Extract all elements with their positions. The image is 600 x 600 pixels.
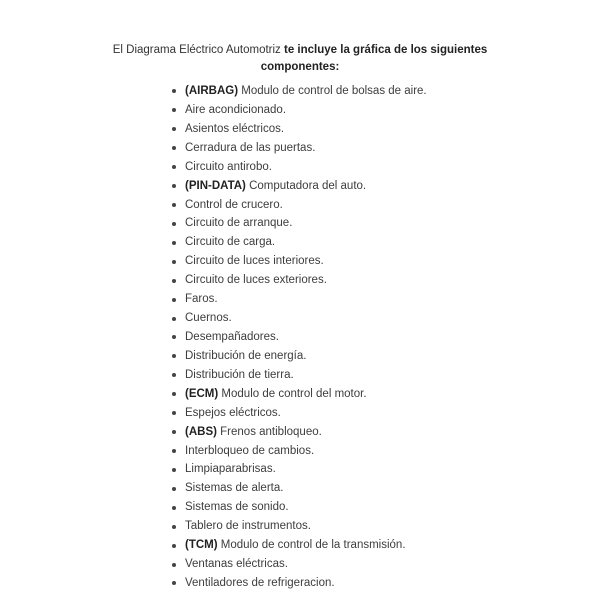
- component-name: Sistemas de alerta.: [185, 482, 284, 495]
- list-item: [172, 479, 427, 498]
- component-name: Computadora del auto.: [249, 179, 367, 192]
- list-item: [172, 252, 427, 271]
- list-item: [172, 196, 427, 215]
- component-name: Sistemas de sonido.: [185, 501, 289, 514]
- list-item: [172, 101, 427, 120]
- list-item: [172, 139, 427, 158]
- list-item: [172, 158, 427, 177]
- component-name: Control de crucero.: [185, 198, 283, 211]
- bullet-icon: [172, 108, 176, 112]
- bullet-icon: [172, 279, 176, 283]
- component-name: Modulo de control del motor.: [221, 387, 367, 400]
- component-code: (PIN-DATA): [185, 179, 246, 192]
- list-item: [172, 366, 427, 385]
- list-item: [172, 177, 427, 196]
- component-name: Circuito antirobo.: [185, 160, 272, 173]
- bullet-icon: [172, 298, 176, 302]
- component-name: Espejos eléctricos.: [185, 406, 281, 419]
- list-item: [172, 498, 427, 517]
- list-item: [172, 460, 427, 479]
- intro-paragraph: [0, 42, 600, 76]
- component-name: Tablero de instrumentos.: [185, 520, 311, 533]
- component-name: Modulo de control de bolsas de aire.: [241, 85, 427, 97]
- bullet-icon: [172, 184, 176, 188]
- list-item: [172, 271, 427, 290]
- component-name: Circuito de luces exteriores.: [185, 274, 327, 287]
- component-name: Faros.: [185, 293, 218, 306]
- list-item: [172, 82, 427, 101]
- component-code: (ECM): [185, 387, 219, 400]
- component-code: (AIRBAG): [185, 85, 239, 97]
- bullet-icon: [172, 487, 176, 491]
- component-name: Frenos antibloqueo.: [220, 425, 322, 438]
- list-item: [172, 442, 427, 461]
- list-item: [172, 290, 427, 309]
- list-item: [172, 233, 427, 252]
- component-name: Desempañadores.: [185, 330, 279, 343]
- bullet-icon: [172, 127, 176, 131]
- bullet-icon: [172, 392, 176, 396]
- list-item: [172, 385, 427, 404]
- component-name: Circuito de carga.: [185, 236, 276, 249]
- bullet-icon: [172, 354, 176, 358]
- bullet-icon: [172, 411, 176, 415]
- component-list: [172, 82, 427, 593]
- bullet-icon: [172, 525, 176, 529]
- component-name: Ventiladores de refrigeracion.: [185, 576, 335, 589]
- component-name: Modulo de control de la transmisión.: [220, 539, 406, 552]
- component-name: Aire acondicionado.: [185, 103, 287, 116]
- bullet-icon: [172, 373, 176, 377]
- bullet-icon: [172, 563, 176, 567]
- list-item: [172, 536, 427, 555]
- component-name: Circuito de luces interiores.: [185, 255, 324, 268]
- bullet-icon: [172, 581, 176, 585]
- component-name: Distribución de tierra.: [185, 368, 294, 381]
- list-item: [172, 309, 427, 328]
- list-item: [172, 423, 427, 442]
- bullet-icon: [172, 241, 176, 245]
- bullet-icon: [172, 335, 176, 339]
- bullet-icon: [172, 165, 176, 169]
- bullet-icon: [172, 317, 176, 321]
- list-item: [172, 214, 427, 233]
- list-item: [172, 517, 427, 536]
- intro-bold-text: te incluye la gráfica de los siguientes: [284, 44, 488, 56]
- component-name: Interbloqueo de cambios.: [185, 444, 315, 457]
- component-name: Circuito de arranque.: [185, 217, 293, 230]
- component-code: (TCM): [185, 539, 218, 552]
- bullet-icon: [172, 146, 176, 150]
- list-item: [172, 328, 427, 347]
- intro-line-2: componentes:: [260, 61, 340, 73]
- bullet-icon: [172, 449, 176, 453]
- bullet-icon: [172, 544, 176, 548]
- bullet-icon: [172, 468, 176, 472]
- component-code: (ABS): [185, 425, 217, 438]
- list-item: [172, 574, 427, 593]
- bullet-icon: [172, 260, 176, 264]
- bullet-icon: [172, 203, 176, 207]
- bullet-icon: [172, 89, 176, 93]
- intro-line-1: [0, 42, 600, 59]
- list-item: [172, 347, 427, 366]
- component-name: Asientos eléctricos.: [185, 122, 285, 135]
- list-item: [172, 555, 427, 574]
- bullet-icon: [172, 506, 176, 510]
- list-item: [172, 404, 427, 423]
- component-name: Distribución de energía.: [185, 349, 307, 362]
- component-name: Cerradura de las puertas.: [185, 141, 316, 154]
- intro-plain-text: El Diagrama Eléctrico Automotriz: [112, 44, 285, 56]
- bullet-icon: [172, 430, 176, 434]
- list-item: [172, 120, 427, 139]
- bullet-icon: [172, 222, 176, 226]
- component-name: Cuernos.: [185, 312, 232, 325]
- component-name: Limpiaparabrisas.: [185, 463, 276, 476]
- component-name: Ventanas eléctricas.: [185, 558, 288, 571]
